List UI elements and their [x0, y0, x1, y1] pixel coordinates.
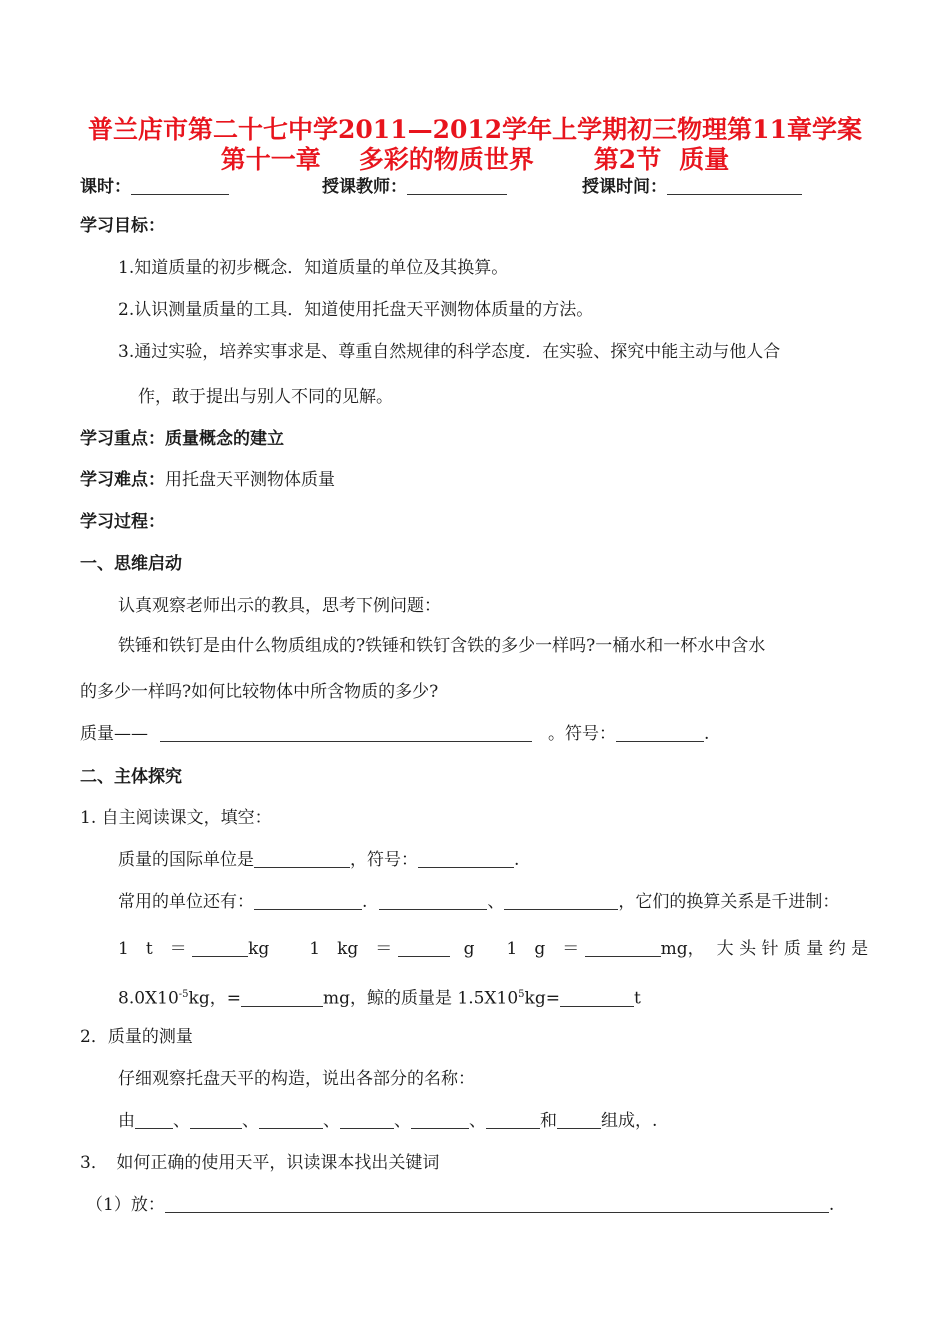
question-1: 1. 自主阅读课文，填空：: [80, 808, 272, 828]
question-2: 2．质量的测量: [80, 1027, 193, 1047]
time-field: 授课时间：: [582, 172, 802, 197]
chapter-number: 第十一章: [220, 145, 321, 174]
goal-item-2: 2.认识测量质量的工具．知道使用托盘天平测物体质量的方法。: [118, 300, 594, 320]
balance-structure-prompt: 仔细观察托盘天平的构造，说出各部分的名称：: [118, 1069, 475, 1089]
common-units-line: 常用的单位还有： . 、 ，它们的换算关系是千进制：: [118, 892, 840, 912]
difficulty: 学习难点：用托盘天平测物体质量: [80, 470, 335, 490]
process-heading: 学习过程：: [80, 512, 165, 532]
key-point: 学习重点：质量概念的建立: [80, 429, 284, 449]
section1-intro: 认真观察老师出示的教具，思考下例问题：: [118, 596, 441, 616]
chapter-name: 多彩的物质世界: [358, 145, 534, 174]
period-field: 课时：: [80, 172, 229, 197]
balance-parts-line: 由 、 、 、 、 、 和 组成，.: [118, 1111, 658, 1131]
section-topic: 质量: [679, 145, 730, 174]
teacher-field: 授课教师：: [322, 172, 507, 197]
mass-definition: 质量—— 。符号： .: [80, 724, 710, 744]
goals-heading: 学习目标：: [80, 216, 165, 236]
si-unit-line: 质量的国际单位是 ，符号： .: [118, 850, 520, 870]
section1-question-cont: 的多少一样吗?如何比较物体中所含物质的多少?: [80, 682, 439, 702]
pin-whale-line: $8.0X10^{-5}kg$，= mg，鲸的质量是 $1.5X10^5kg= t$: [118, 988, 641, 1009]
question-3: 3． 如何正确的使用天平，识读课本找出关键词: [80, 1153, 440, 1173]
goal-item-1: 1.知道质量的初步概念．知道质量的单位及其换算。: [118, 258, 509, 278]
section1-question: 铁锤和铁钉是由什么物质组成的?铁锤和铁钉含铁的多少一样吗?一桶水和一杯水中含水: [118, 636, 766, 656]
section2-heading: 二、主体探究: [80, 767, 182, 787]
section-number: 第2节: [593, 145, 662, 174]
document-title: 普兰店市第二十七中学2011—2012学年上学期初三物理第11章学案: [88, 115, 862, 144]
chapter-title: [0, 140, 950, 176]
goal-item-3-cont: 作，敢于提出与别人不同的见解。: [138, 387, 393, 407]
goal-item-3: 3.通过实验，培养实事求是、尊重自然规律的科学态度．在实验、探究中能主动与他人合: [118, 342, 781, 362]
section1-heading: 一、思维启动: [80, 554, 182, 574]
conversion-line: 1 t ＝ kg 1 kg ＝ g 1 g ＝ mg， 大 头 针 质 量 约 是: [118, 939, 869, 959]
place-step-line: （1）放： .: [86, 1195, 835, 1215]
